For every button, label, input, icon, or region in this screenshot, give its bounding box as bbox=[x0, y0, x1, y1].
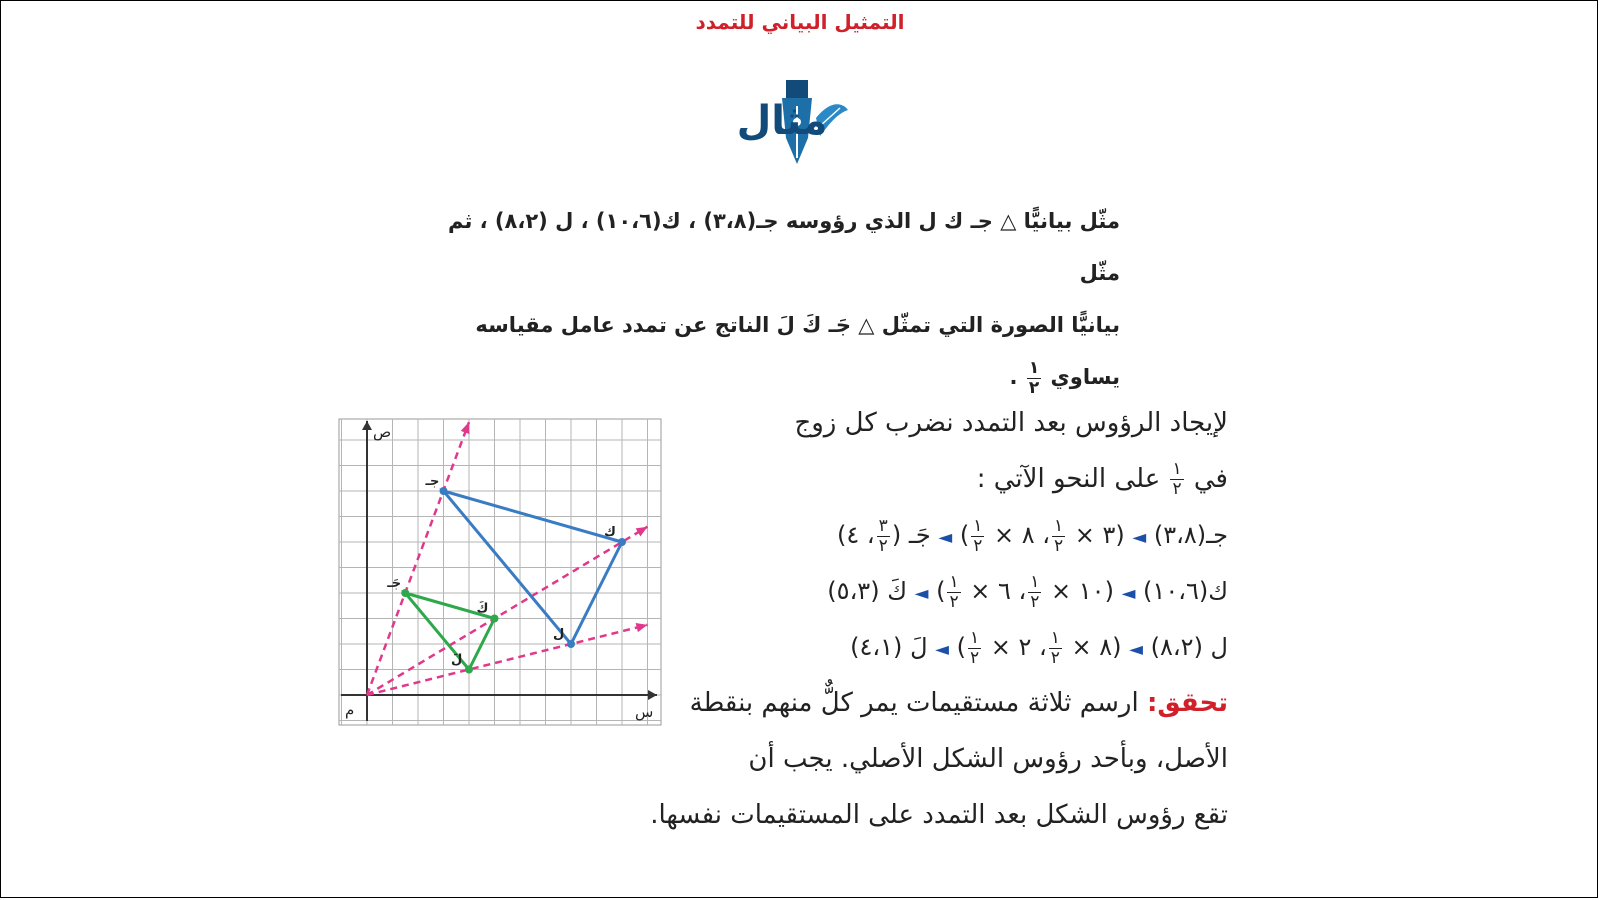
image-vertex-label: كَ bbox=[476, 601, 489, 617]
check-line-1: تحقق: ارسم ثلاثة مستقيمات يمر كلٌّ منهم بنقطة bbox=[689, 688, 1228, 718]
image-vertex-label: لَ bbox=[451, 652, 463, 668]
image-vertex-label: كَ bbox=[887, 577, 907, 605]
problem-line-1: مثّل بيانيًّا △ جـ ك ل الذي رؤوسه جـ(٣،٨) ، ك(١٠،٦) ، ل (٨،٢) ، ثم مثّل bbox=[447, 209, 1120, 285]
calc-row-l: ل (٨،٢) ◄ (٨ × $\frac{١}{٢}$ ، ٢ × $\frac{١}{٢}$ ) ◄ لَ (٤،١) bbox=[850, 627, 1228, 668]
intro-tail: على النحو الآتي : bbox=[976, 464, 1161, 494]
original-vertex-point bbox=[618, 538, 626, 546]
fraction-denominator: ٢ bbox=[1028, 377, 1040, 398]
scale-factor-fraction bbox=[1027, 357, 1041, 398]
dilation-graph bbox=[335, 415, 665, 745]
original-vertex: جـ(٣،٨) bbox=[1153, 521, 1228, 549]
image-vertex-coords: (٤،١) bbox=[850, 633, 903, 661]
half-fraction: $\frac{١}{٢}$ bbox=[1172, 459, 1182, 499]
original-vertex-point bbox=[440, 487, 448, 495]
image-vertex-coords: (٥،٣) bbox=[827, 577, 880, 605]
example-logo bbox=[736, 78, 866, 178]
original-vertex: ل (٨،٢) bbox=[1150, 633, 1228, 661]
logo-label: مثال bbox=[736, 98, 828, 144]
origin-label: م bbox=[345, 701, 355, 719]
image-vertex-point bbox=[465, 666, 473, 674]
calc-row-c: جـ(٣،٨) ◄ (٣ × $\frac{١}{٢}$ ، ٨ × $\frac{١}{٢}$ ) ◄ جَـ ( $\frac{٣}{٢}$ ، ٤) bbox=[837, 515, 1228, 556]
check-line-3: تقع رؤوس الشكل بعد التمدد على المستقيمات نفسها. bbox=[650, 800, 1228, 830]
original-vertex: ك(١٠،٦) bbox=[1143, 577, 1228, 605]
check-line-2: الأصل، وبأحد رؤوس الشكل الأصلي. يجب أن bbox=[748, 744, 1228, 774]
problem-line-2-text: بيانيًّا الصورة التي تمثّل △ جَـ كَ لَ الناتج عن تمدد عامل مقياسه يساوي bbox=[475, 313, 1120, 389]
arrow-icon: ◄ bbox=[935, 639, 949, 660]
image-vertex-label: جَـ bbox=[908, 521, 931, 549]
arrow-icon: ◄ bbox=[1132, 527, 1147, 548]
calc-row-k: ك(١٠،٦) ◄ (١٠ × $\frac{١}{٢}$ ، ٦ × $\frac{١}{٢}$ ) ◄ كَ (٥،٣) bbox=[827, 571, 1228, 612]
image-vertex-point bbox=[491, 615, 499, 623]
check-label: تحقق: bbox=[1146, 688, 1228, 718]
image-vertex-point bbox=[401, 589, 409, 597]
original-vertex-label: ك bbox=[604, 525, 616, 540]
arrow-icon: ◄ bbox=[938, 527, 953, 548]
arrow-icon: ◄ bbox=[1121, 583, 1136, 604]
arrow-icon: ◄ bbox=[914, 583, 929, 604]
image-vertex-label: جَـ bbox=[387, 576, 402, 591]
solution-intro-2 bbox=[690, 451, 1228, 507]
plot-area bbox=[339, 419, 661, 725]
x-axis-label: س bbox=[635, 703, 654, 721]
problem-statement bbox=[440, 195, 1120, 403]
problem-line-2 bbox=[440, 299, 1120, 403]
solution-intro-1: لإيجاد الرؤوس بعد التمدد نضرب كل زوج bbox=[794, 408, 1228, 438]
original-vertex-label: جـ bbox=[425, 474, 440, 489]
image-vertex-label: لَ bbox=[910, 633, 928, 661]
original-vertex-label: ل bbox=[553, 627, 565, 642]
original-vertex-point bbox=[567, 640, 575, 648]
solution-block bbox=[650, 395, 1228, 843]
fraction-numerator: ١ bbox=[1028, 357, 1040, 378]
intro-word: في bbox=[1193, 464, 1228, 494]
arrow-icon: ◄ bbox=[1129, 639, 1144, 660]
page-title: التمثيل البياني للتمدد bbox=[695, 10, 905, 34]
problem-line-2-end: . bbox=[1009, 365, 1018, 389]
y-axis-label: ص bbox=[373, 423, 392, 441]
